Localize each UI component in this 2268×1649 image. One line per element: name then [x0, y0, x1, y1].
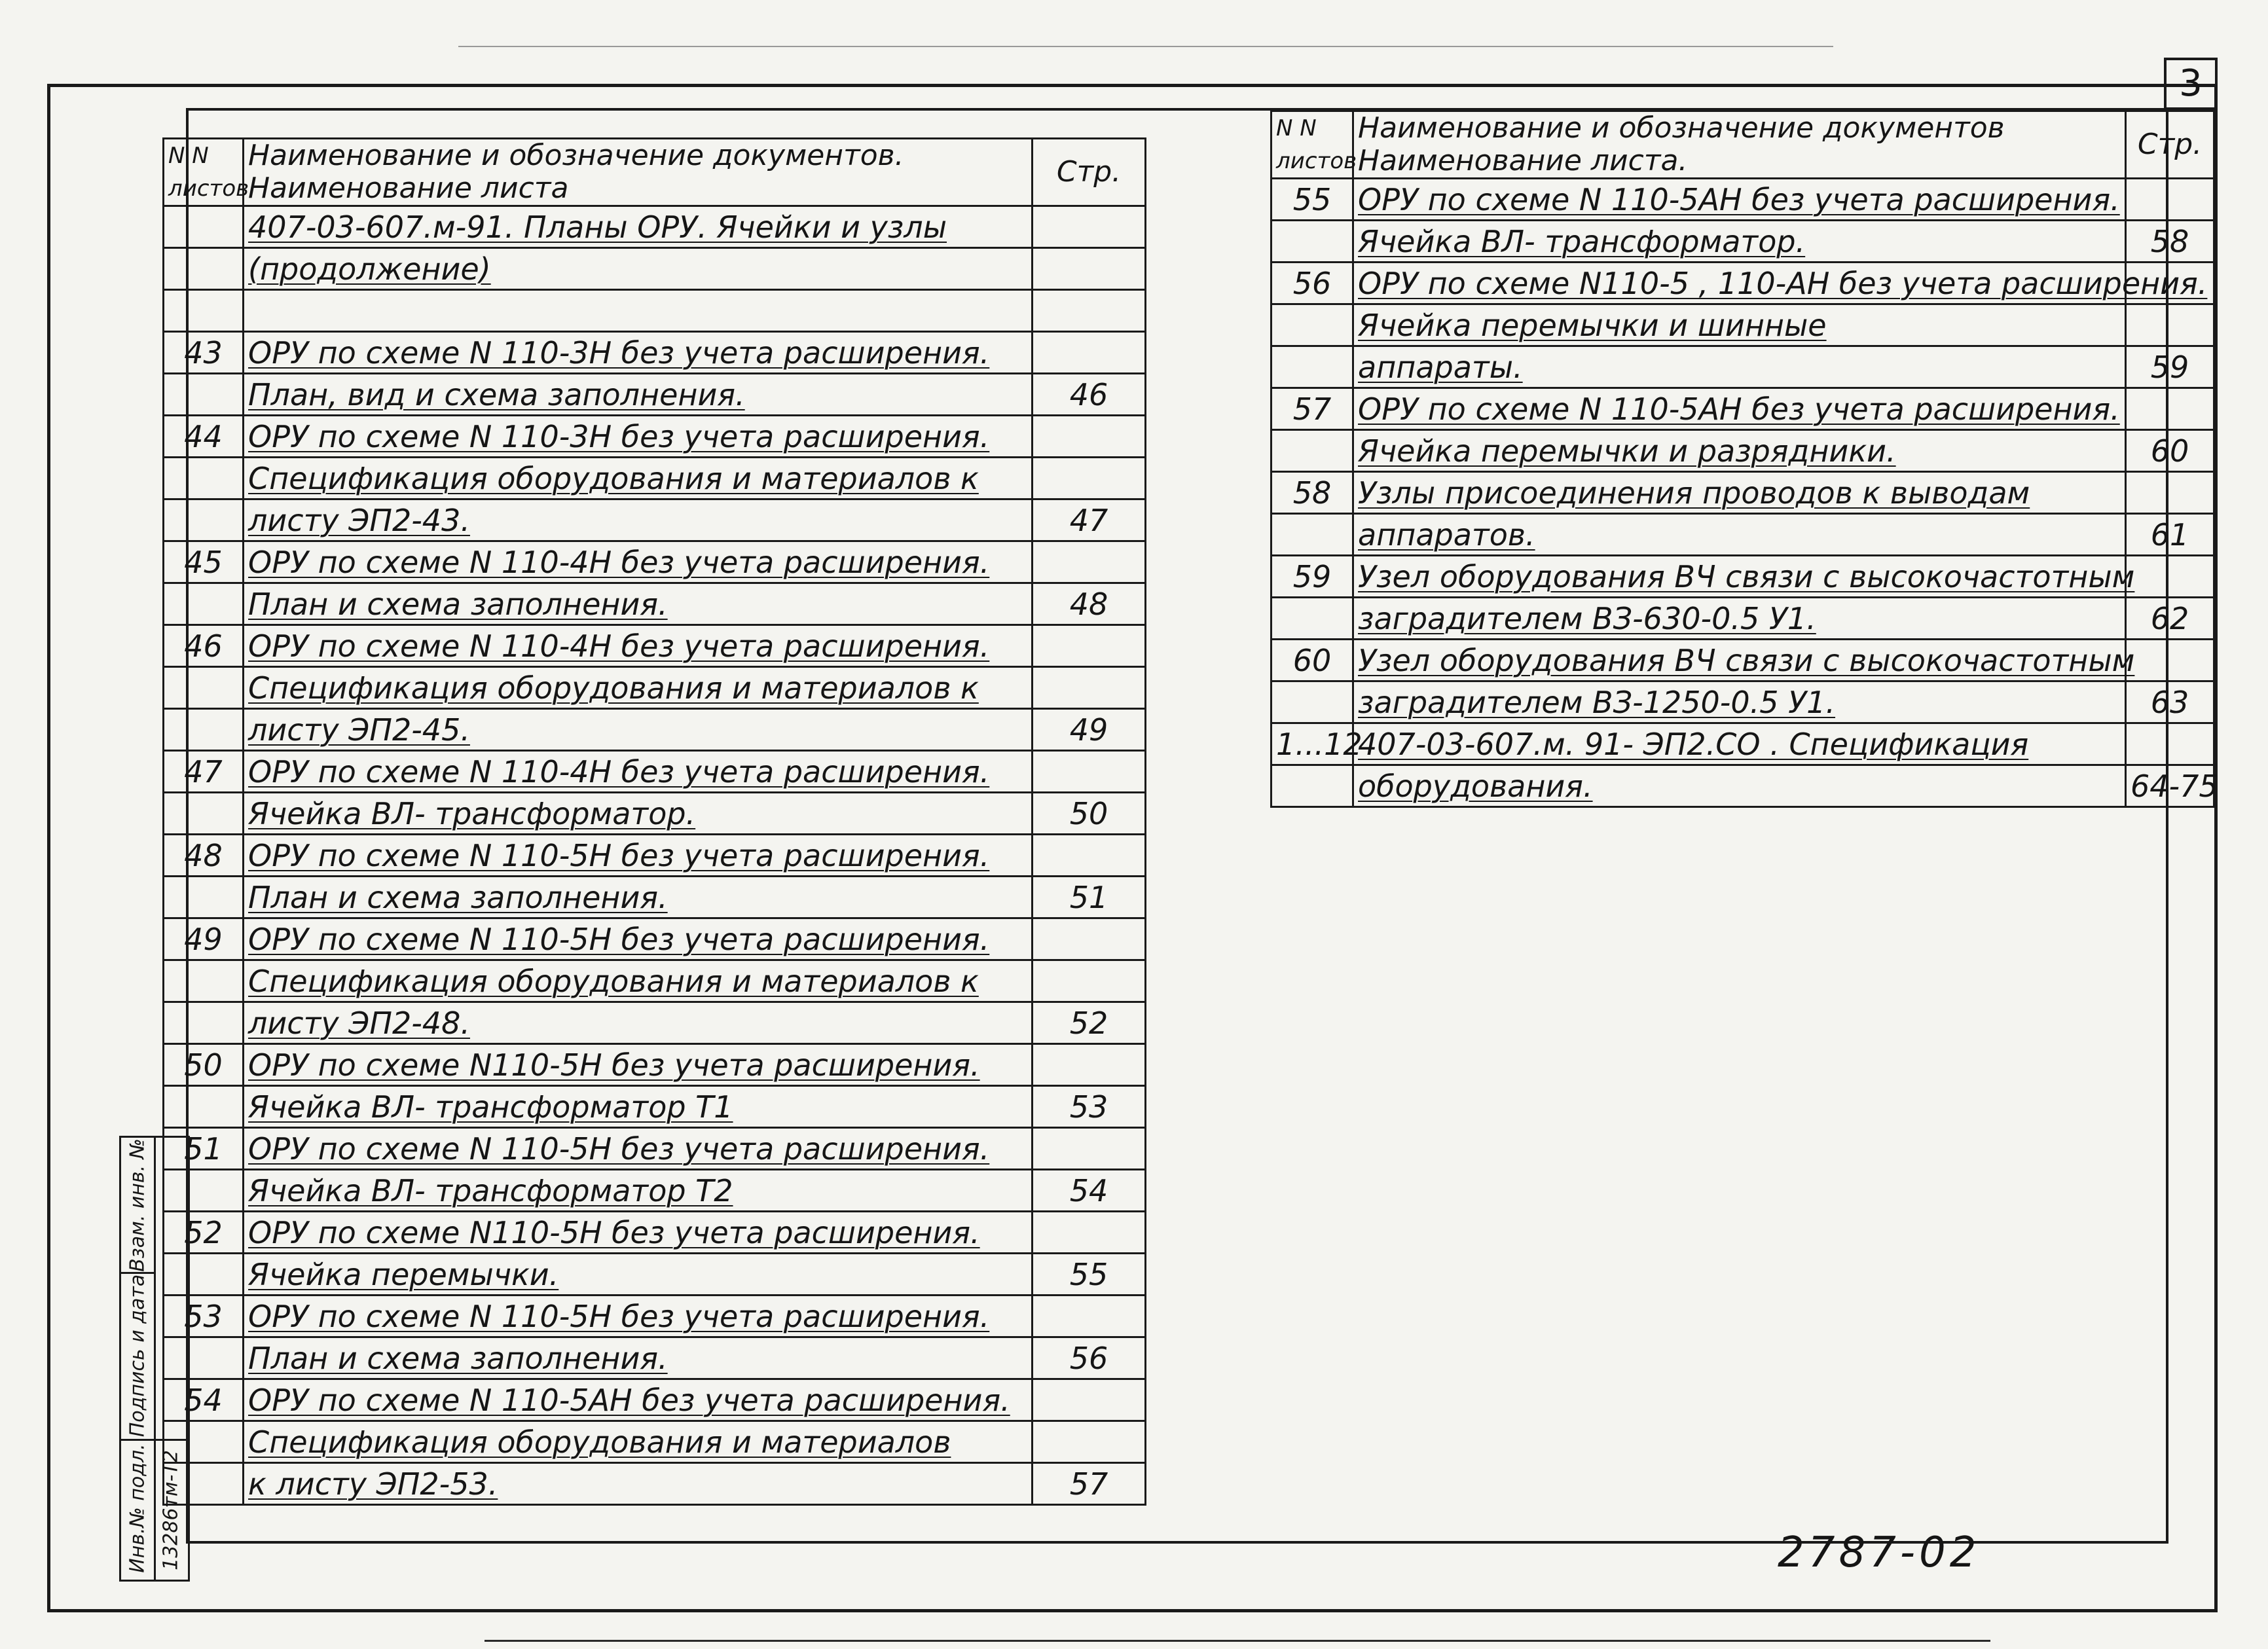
row-page [1033, 918, 1146, 960]
right-header-name-line1: Наименование и обозначение документов [1358, 111, 2005, 145]
table-row [164, 1086, 1146, 1128]
row-number [164, 1086, 244, 1128]
side-stamp-label-col [121, 1138, 156, 1580]
row-number [164, 1002, 244, 1044]
row-number: 60 [1271, 640, 1353, 681]
row-title: ОРУ по схеме N 110-5Н без учета расширения. [244, 1128, 1033, 1170]
row-page [1033, 625, 1146, 667]
row-number [164, 458, 244, 499]
row-page: 51 [1033, 877, 1146, 918]
row-page [1033, 416, 1146, 458]
row-title: Ячейка ВЛ- трансформатор Т1 [244, 1086, 1033, 1128]
row-number [1271, 681, 1353, 723]
side-stamp-inv-label: Инв.№ подл. [126, 1443, 149, 1573]
row-page [2126, 472, 2214, 514]
row-page [2126, 179, 2214, 221]
row-page: 56 [1033, 1337, 1146, 1379]
row-page: 50 [1033, 793, 1146, 835]
row-title: Спецификация оборудования и материалов к [244, 458, 1033, 499]
row-page: 49 [1033, 709, 1146, 751]
row-number: 43 [164, 332, 244, 374]
table-row [164, 374, 1146, 416]
table-row [1271, 430, 2214, 472]
row-title: к листу ЭП2-53. [244, 1463, 1033, 1505]
row-title: План и схема заполнения. [244, 583, 1033, 625]
row-number [164, 960, 244, 1002]
left-header-name [244, 139, 1033, 206]
left-header-name-line1: Наименование и обозначение документов. [248, 139, 904, 172]
row-page: 64-75 [2126, 765, 2214, 807]
table-row [164, 625, 1146, 667]
row-page: 57 [1033, 1463, 1146, 1505]
row-page: 62 [2126, 598, 2214, 640]
row-page [1033, 667, 1146, 709]
row-title: аппаратов. [1353, 514, 2126, 556]
table-row [1271, 598, 2214, 640]
right-header-name [1353, 111, 2126, 179]
table-row [164, 667, 1146, 709]
row-title: Спецификация оборудования и материалов к [244, 960, 1033, 1002]
table-row [1271, 179, 2214, 221]
row-title: ОРУ по схеме N110-5Н без учета расширения. [244, 1044, 1033, 1086]
row-number [164, 374, 244, 416]
row-page [1033, 960, 1146, 1002]
row-title: 407-03-607.м-91. Планы ОРУ. Ячейки и узлы [244, 206, 1033, 248]
table-row [164, 206, 1146, 248]
row-title [244, 290, 1033, 332]
left-contents-table [162, 137, 1146, 1506]
side-stamp-inv-value: 13286тм-Т2 [159, 1450, 183, 1570]
table-row [1271, 263, 2214, 304]
side-stamp [119, 1136, 190, 1582]
row-title: листу ЭП2-48. [244, 1002, 1033, 1044]
row-title: листу ЭП2-45. [244, 709, 1033, 751]
row-number: 57 [1271, 388, 1353, 430]
table-row [164, 332, 1146, 374]
row-number [164, 248, 244, 290]
row-title: Ячейка перемычки и разрядники. [1353, 430, 2126, 472]
side-stamp-value-col [154, 1138, 188, 1580]
row-title: ОРУ по схеме N110-5 , 110-АН без учета расширения. [1353, 263, 2126, 304]
row-number: 1...12 [1271, 723, 1353, 765]
left-header-name-line2: Наименование листа [248, 172, 569, 205]
side-stamp-value-cell [154, 1439, 188, 1580]
scan-mark-top [458, 46, 1833, 47]
row-number: 44 [164, 416, 244, 458]
row-title: ОРУ по схеме N 110-5Н без учета расширения. [244, 1296, 1033, 1337]
table-row [164, 1379, 1146, 1421]
side-stamp-sign-label: Подпись и дата [126, 1274, 149, 1437]
row-number: 47 [164, 751, 244, 793]
row-title: ОРУ по схеме N 110-4Н без учета расширения. [244, 625, 1033, 667]
table-row [164, 1044, 1146, 1086]
left-header-nn: N N листов [164, 139, 244, 206]
row-page [2126, 723, 2214, 765]
table-row [164, 248, 1146, 290]
row-title: Спецификация оборудования и материалов [244, 1421, 1033, 1463]
row-number [164, 206, 244, 248]
table-row [164, 709, 1146, 751]
row-title: ОРУ по схеме N 110-3Н без учета расширения. [244, 332, 1033, 374]
row-number [164, 290, 244, 332]
row-title: Узел оборудования ВЧ связи с высокочастотным [1353, 556, 2126, 598]
row-page: 52 [1033, 1002, 1146, 1044]
row-number [164, 793, 244, 835]
table-row [164, 793, 1146, 835]
row-title: заградителем ВЗ-630-0.5 У1. [1353, 598, 2126, 640]
table-row [164, 1296, 1146, 1337]
table-row [1271, 388, 2214, 430]
row-title: ОРУ по схеме N 110-3Н без учета расширения. [244, 416, 1033, 458]
row-page [1033, 1296, 1146, 1337]
table-row [164, 918, 1146, 960]
table-row [1271, 640, 2214, 681]
row-page [1033, 835, 1146, 877]
row-page: 48 [1033, 583, 1146, 625]
scan-mark-bottom [485, 1640, 1990, 1642]
row-page [1033, 332, 1146, 374]
table-row [164, 877, 1146, 918]
table-row [1271, 765, 2214, 807]
table-row [164, 416, 1146, 458]
row-page [1033, 458, 1146, 499]
row-title: План и схема заполнения. [244, 1337, 1033, 1379]
row-title: (продолжение) [244, 248, 1033, 290]
table-row [1271, 221, 2214, 263]
side-stamp-vzam-label: Взам. инв. № [126, 1138, 149, 1272]
sheet-number: 3 [2164, 58, 2218, 110]
left-header-page: Стр. [1033, 139, 1146, 206]
row-page [1033, 1379, 1146, 1421]
table-row [164, 1463, 1146, 1505]
row-title: Спецификация оборудования и материалов к [244, 667, 1033, 709]
right-table-body [1271, 179, 2218, 807]
row-title: ОРУ по схеме N 110-4Н без учета расширения. [244, 541, 1033, 583]
row-number [1271, 221, 1353, 263]
row-number [1271, 765, 1353, 807]
table-row [164, 290, 1146, 332]
row-number [1271, 514, 1353, 556]
row-page [2126, 388, 2214, 430]
table-row [164, 1337, 1146, 1379]
row-title: листу ЭП2-43. [244, 499, 1033, 541]
table-row [164, 751, 1146, 793]
row-title: Узел оборудования ВЧ связи с высокочастотным [1353, 640, 2126, 681]
row-page [1033, 1212, 1146, 1254]
row-number [164, 499, 244, 541]
row-title: ОРУ по схеме N 110-4Н без учета расширения. [244, 751, 1033, 793]
right-header-page: Стр. [2126, 111, 2214, 179]
row-page [1033, 1421, 1146, 1463]
row-title: Ячейка перемычки. [244, 1254, 1033, 1296]
document-number: 2787-02 [1778, 1529, 1981, 1577]
table-row [164, 960, 1146, 1002]
row-title: План, вид и схема заполнения. [244, 374, 1033, 416]
row-number: 56 [1271, 263, 1353, 304]
row-title: Ячейка перемычки и шинные [1353, 304, 2126, 346]
row-page: 53 [1033, 1086, 1146, 1128]
row-title: ОРУ по схеме N110-5Н без учета расширения. [244, 1212, 1033, 1254]
row-page: 61 [2126, 514, 2214, 556]
row-number [1271, 430, 1353, 472]
table-row [164, 1002, 1146, 1044]
row-page: 58 [2126, 221, 2214, 263]
row-page [2126, 304, 2214, 346]
row-page [1033, 541, 1146, 583]
row-number: 54 [164, 1379, 244, 1421]
right-contents-table [1270, 110, 2218, 808]
row-page [2126, 556, 2214, 598]
row-page: 55 [1033, 1254, 1146, 1296]
row-number [164, 583, 244, 625]
right-header-name-line2: Наименование листа. [1358, 144, 1688, 177]
row-number: 52 [164, 1212, 244, 1254]
table-row [164, 1170, 1146, 1212]
row-title: Узлы присоединения проводов к выводам [1353, 472, 2126, 514]
left-table-body [164, 206, 1146, 1505]
right-header-nn: N N листов [1271, 111, 1353, 179]
row-page [1033, 1128, 1146, 1170]
row-number [1271, 346, 1353, 388]
row-number: 53 [164, 1296, 244, 1337]
row-number [164, 877, 244, 918]
table-row [164, 541, 1146, 583]
table-row [164, 458, 1146, 499]
row-page: 63 [2126, 681, 2214, 723]
table-row [1271, 556, 2214, 598]
row-number [164, 667, 244, 709]
row-page: 60 [2126, 430, 2214, 472]
row-number: 46 [164, 625, 244, 667]
row-number: 51 [164, 1128, 244, 1170]
row-number [1271, 598, 1353, 640]
table-row [164, 1421, 1146, 1463]
row-page: 54 [1033, 1170, 1146, 1212]
row-title: ОРУ по схеме N 110-5АН без учета расширения. [1353, 388, 2126, 430]
table-row [164, 1212, 1146, 1254]
row-title: ОРУ по схеме N 110-5АН без учета расширения. [244, 1379, 1033, 1421]
row-number: 48 [164, 835, 244, 877]
row-title: оборудования. [1353, 765, 2126, 807]
row-number: 55 [1271, 179, 1353, 221]
row-number [164, 709, 244, 751]
row-page [2126, 640, 2214, 681]
row-title: ОРУ по схеме N 110-5Н без учета расширения. [244, 835, 1033, 877]
row-page: 46 [1033, 374, 1146, 416]
row-number: 58 [1271, 472, 1353, 514]
table-row [1271, 304, 2214, 346]
table-row [164, 583, 1146, 625]
row-number: 49 [164, 918, 244, 960]
row-number: 59 [1271, 556, 1353, 598]
row-page [1033, 206, 1146, 248]
row-page: 47 [1033, 499, 1146, 541]
row-page [1033, 248, 1146, 290]
table-row [164, 1128, 1146, 1170]
row-page [1033, 290, 1146, 332]
side-stamp-inv-cell [121, 1439, 154, 1578]
table-row [1271, 472, 2214, 514]
row-title: План и схема заполнения. [244, 877, 1033, 918]
row-title: ОРУ по схеме N 110-5Н без учета расширения. [244, 918, 1033, 960]
row-number: 50 [164, 1044, 244, 1086]
row-title: ОРУ по схеме N 110-5АН без учета расширения. [1353, 179, 2126, 221]
row-title: Ячейка ВЛ- трансформатор Т2 [244, 1170, 1033, 1212]
row-page [1033, 1044, 1146, 1086]
row-title: Ячейка ВЛ- трансформатор. [244, 793, 1033, 835]
row-title: Ячейка ВЛ- трансформатор. [1353, 221, 2126, 263]
table-row [1271, 681, 2214, 723]
row-page: 59 [2126, 346, 2214, 388]
table-row [1271, 346, 2214, 388]
table-row [1271, 723, 2214, 765]
row-page [1033, 751, 1146, 793]
row-number: 45 [164, 541, 244, 583]
table-row [1271, 514, 2214, 556]
row-number [1271, 304, 1353, 346]
side-stamp-sign-cell [121, 1272, 154, 1441]
row-title: аппараты. [1353, 346, 2126, 388]
table-row [164, 835, 1146, 877]
table-row [164, 1254, 1146, 1296]
table-row [164, 499, 1146, 541]
row-title: 407-03-607.м. 91- ЭП2.СО . Спецификация [1353, 723, 2126, 765]
row-title: заградителем ВЗ-1250-0.5 У1. [1353, 681, 2126, 723]
side-stamp-vzam-cell [121, 1138, 154, 1274]
